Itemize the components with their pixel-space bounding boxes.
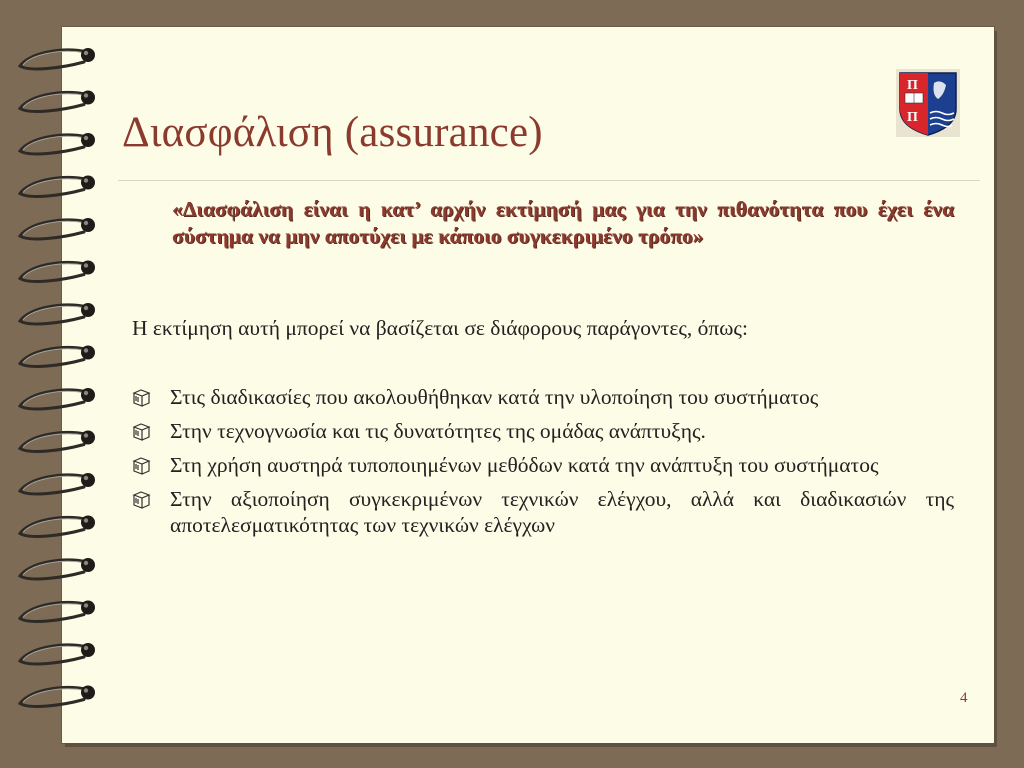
- list-item: [132, 452, 954, 478]
- binding-ring: [20, 303, 95, 324]
- binding-ring: [20, 686, 95, 707]
- binding-ring: [20, 176, 95, 197]
- binding-ring: [20, 48, 95, 69]
- book-stack-icon: [132, 457, 152, 475]
- binding-ring: [20, 516, 95, 537]
- binding-ring: [20, 473, 95, 494]
- list-item: [132, 418, 954, 444]
- slide-title: Διασφάλιση (assurance): [122, 109, 543, 156]
- book-stack-icon: [132, 389, 152, 407]
- page-number: 4: [960, 690, 968, 706]
- binding-ring: [20, 218, 95, 239]
- intro-text: Η εκτίμηση αυτή μπορεί να βασίζεται σε διάφορους παράγοντες, όπως:: [132, 316, 748, 340]
- title-divider: [118, 180, 980, 181]
- spiral-binding-icon: [0, 0, 110, 768]
- binding-ring: [20, 91, 95, 112]
- binding-ring: [20, 601, 95, 622]
- factor-list: [132, 384, 954, 546]
- university-logo-icon: [896, 69, 960, 137]
- binding-ring: [20, 133, 95, 154]
- binding-ring: [20, 346, 95, 367]
- binding-ring: [20, 388, 95, 409]
- book-stack-icon: [132, 423, 152, 441]
- list-item-text: Στην αξιοποίηση συγκεκριμένων τεχνικών ελέγχου, αλλά και διαδικασιών της αποτελεσματικότητας των τεχνικών ελέγχων: [170, 487, 954, 537]
- logo-letter-bottom: Π: [907, 110, 918, 125]
- binding-ring: [20, 431, 95, 452]
- list-item: [132, 486, 954, 538]
- list-item: [132, 384, 954, 410]
- list-item-text: Στην τεχνογνωσία και τις δυνατότητες της ομάδας ανάπτυξης.: [170, 419, 706, 443]
- list-item-text: Στις διαδικασίες που ακολουθήθηκαν κατά την υλοποίηση του συστήματος: [170, 385, 819, 409]
- list-item-text: Στη χρήση αυστηρά τυποποιημένων μεθόδων κατά την ανάπτυξη του συστήματος: [170, 453, 879, 477]
- logo-letter-top: Π: [907, 78, 918, 93]
- binding-ring: [20, 261, 95, 282]
- definition-quote: «Διασφάλιση είναι η κατ’ αρχήν εκτίμησή μας για την πιθανότητα που έχει ένα σύστημα να μην αποτύχει με κάποιο συγκεκριμένο τρόπο»: [172, 197, 954, 248]
- binding-ring: [20, 558, 95, 579]
- binding-ring: [20, 643, 95, 664]
- book-stack-icon: [132, 491, 152, 509]
